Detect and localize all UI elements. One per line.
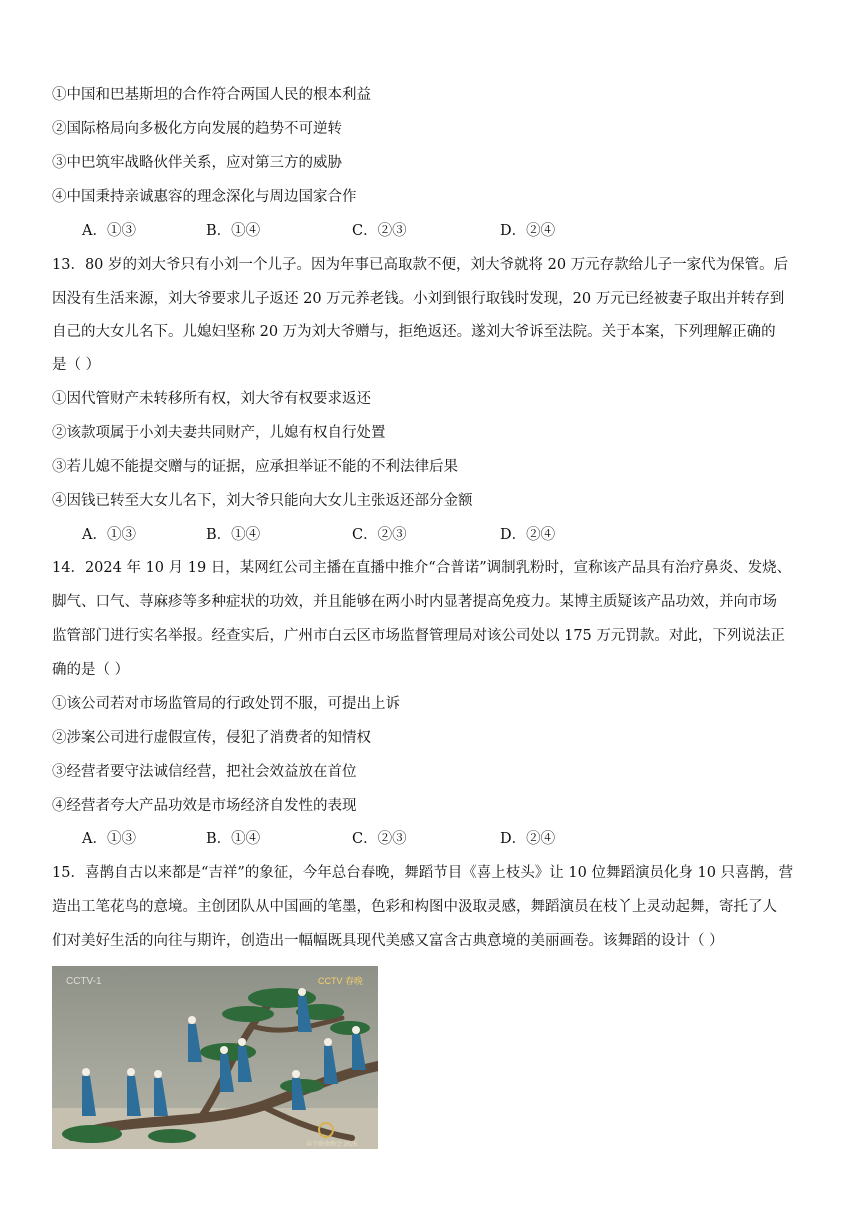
q12-option-c[interactable]: C．②③ [352, 223, 407, 239]
q13-stem-line-3: 自己的大女儿名下。儿媳妇坚称 20 万为刘大爷赠与，拒绝返还。遂刘大爷诉至法院。关于本案，下列理解正确的 [52, 324, 776, 340]
q13-option-d[interactable]: D．②④ [500, 527, 556, 543]
q14-stem-line-1: 14．2024 年 10 月 19 日，某网红公司主播在直播中推介“合普诺”调制乳粉时，宣称该产品具有治疗鼻炎、发烧、 [52, 560, 792, 576]
q12-item-1: ①中国和巴基斯坦的合作符合两国人民的根本利益 [52, 87, 371, 103]
q15-stem-line-3: 们对美好生活的向往与期许，创造出一幅幅既具现代美感又富含古典意境的美丽画卷。该舞蹈的设计（ ） [52, 933, 724, 949]
q13-stem-line-1: 13．80 岁的刘大爷只有小刘一个儿子。因为年事已高取款不便，刘大爷就将 20 万元存款给儿子一家代为保管。后 [52, 257, 789, 273]
q14-option-b[interactable]: B．①④ [206, 831, 261, 847]
q15-stem-line-1: 15．喜鹊自古以来都是“吉祥”的象征，今年总台春晚，舞蹈节目《喜上枝头》让 10 位舞蹈演员化身 10 只喜鹊，营 [52, 865, 794, 881]
q12-option-a[interactable]: A．①③ [82, 223, 136, 239]
q13-item-3: ③若儿媳不能提交赠与的证据，应承担举证不能的不利法律后果 [52, 459, 458, 475]
q12-option-d[interactable]: D．②④ [500, 223, 556, 239]
q14-item-3: ③经营者要守法诚信经营，把社会效益放在首位 [52, 764, 357, 780]
q12-item-2: ②国际格局向多极化方向发展的趋势不可逆转 [52, 121, 342, 137]
q13-option-a[interactable]: A．①③ [82, 527, 136, 543]
q14-stem-line-3: 监管部门进行实名举报。经查实后，广州市白云区市场监督管理局对该公司处以 175 万元罚款。对此，下列说法正 [52, 628, 785, 644]
q14-stem-line-2: 脚气、口气、荨麻疹等多种症状的功效，并且能够在两小时内显著提高免疫力。某博主质疑该产品功效，并向市场 [52, 594, 777, 610]
q13-option-c[interactable]: C．②③ [352, 527, 407, 543]
q14-option-a[interactable]: A．①③ [82, 831, 136, 847]
q12-item-4: ④中国秉持亲诚惠容的理念深化与周边国家合作 [52, 189, 357, 205]
q13-option-b[interactable]: B．①④ [206, 527, 261, 543]
q13-stem-line-2: 因没有生活来源，刘大爷要求儿子返还 20 万元养老钱。小刘到银行取钱时发现，20 万元已经被妻子取出并转存到 [52, 291, 785, 307]
dance-performance-photo [52, 966, 378, 1149]
tv-logo-right: CCTV 春晚 [318, 976, 364, 986]
q14-item-1: ①该公司若对市场监管局的行政处罚不服，可提出上诉 [52, 696, 400, 712]
tv-logo-left: CCTV-1 [66, 976, 102, 987]
q14-item-2: ②涉案公司进行虚假宣传，侵犯了消费者的知情权 [52, 730, 371, 746]
q14-stem-line-4: 确的是（ ） [52, 662, 130, 678]
q13-item-1: ①因代管财产未转移所有权，刘大爷有权要求返还 [52, 391, 371, 407]
q13-item-2: ②该款项属于小刘夫妻共同财产，儿媳有权自行处置 [52, 425, 386, 441]
q14-item-4: ④经营者夸大产品功效是市场经济自发性的表现 [52, 798, 357, 814]
q15-stem-line-2: 造出工笔花鸟的意境。主创团队从中国画的笔墨，色彩和构图中汲取灵感，舞蹈演员在枝丫上灵动起舞，寄托了人 [52, 899, 777, 915]
q13-item-4: ④因钱已转至大女儿名下，刘大爷只能向大女儿主张返还部分金额 [52, 493, 473, 509]
q12-item-3: ③中巴筑牢战略伙伴关系，应对第三方的威胁 [52, 155, 342, 171]
q14-option-d[interactable]: D．②④ [500, 831, 556, 847]
gala-badge: 春节联欢晚会 2025 [306, 1142, 358, 1148]
q13-stem-line-4: 是（ ） [52, 357, 101, 373]
q14-option-c[interactable]: C．②③ [352, 831, 407, 847]
q12-option-b[interactable]: B．①④ [206, 223, 261, 239]
